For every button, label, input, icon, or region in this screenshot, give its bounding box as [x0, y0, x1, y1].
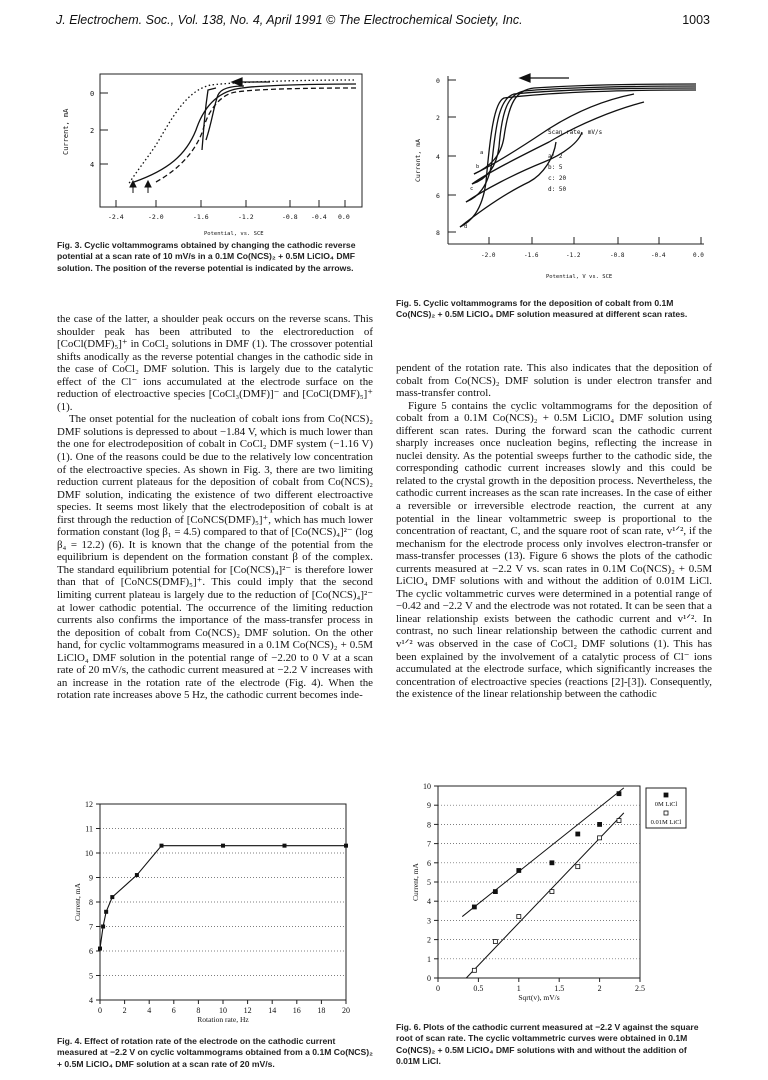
data-point	[493, 940, 497, 944]
y-tick-label: 7	[89, 922, 93, 932]
data-point	[283, 844, 287, 848]
y-tick-label: 10	[85, 849, 93, 858]
curve-label-a: a	[480, 150, 484, 156]
fig5-ytick: 8	[436, 229, 440, 237]
page-number: 1003	[682, 13, 710, 27]
fig5-xtick: -0.4	[651, 252, 666, 259]
journal-citation: J. Electrochem. Soc., Vol. 138, No. 4, April 1991 © The Electrochemical Society, Inc.	[56, 13, 523, 27]
x-tick-label: 16	[292, 1006, 301, 1015]
page-header	[56, 13, 710, 29]
paragraph: pendent of the rotation rate. This also indicates that the deposition of cobalt from Co(NCS)₂ DMF solution is under electron transfer and mass-transfer control.	[396, 362, 712, 400]
data-point	[576, 832, 580, 836]
x-tick-label: 10	[219, 1006, 227, 1015]
legend-label: 0.01M LiCl	[650, 819, 682, 826]
data-point	[517, 868, 521, 872]
fig3-xlabel: Potential, vs. SCE	[204, 231, 264, 237]
data-line	[100, 846, 346, 949]
fig5-xtick: -2.0	[481, 252, 496, 259]
data-point	[110, 895, 114, 899]
x-tick-label: 1	[516, 984, 521, 993]
fig5-xtick: 0.0	[693, 252, 704, 259]
figure-6-caption: Fig. 6. Plots of the cathodic current measured at −2.2 V against the square root of scan rate. The cyclic voltammetric curves were obtained in 0.1M Co(NCS)₂ + 0.5M LiClO₄ DMF solutions with and without the addition of 0.01M LiCl.	[396, 1022, 699, 1066]
fig3-xtick: -0.8	[282, 213, 298, 221]
data-point	[550, 861, 554, 865]
data-point	[221, 844, 225, 848]
figure-5	[404, 62, 714, 292]
legend-title: Scan rate, mV/s	[548, 129, 603, 136]
x-tick-label: 1.5	[554, 984, 565, 993]
data-point	[617, 792, 621, 796]
y-tick-label: 9	[427, 801, 431, 811]
x-tick-label: 18	[317, 1006, 326, 1015]
x-axis-label: Sqrt(v), mV/s	[518, 993, 560, 1002]
y-tick-label: 2	[427, 935, 431, 945]
y-tick-label: 4	[427, 897, 431, 907]
fig3-ytick: 0	[90, 90, 95, 98]
fig5-ytick: 0	[436, 77, 440, 85]
plot-frame	[100, 74, 362, 207]
x-tick-label: 2.5	[635, 984, 645, 993]
x-tick-label: 8	[196, 1006, 201, 1015]
fig5-arrow	[520, 74, 569, 82]
curve-label-d: d	[464, 224, 468, 230]
x-tick-label: 20	[342, 1006, 350, 1015]
x-tick-label: 14	[268, 1006, 277, 1015]
figure-4-caption: Fig. 4. Effect of rotation rate of the electrode on the cathodic current measured at −2.2 V on cyclic voltammograms obtained from a 0.1M Co(NCS)₂ + 0.5M LiClO₄ DMF solution at a scan rate of 20 mV/s.	[57, 1036, 373, 1069]
figure-6-plot	[404, 782, 714, 1012]
legend-label: 0M LiCl	[654, 801, 678, 808]
figure-3-caption: Fig. 3. Cyclic voltammograms obtained by changing the cathodic reverse potential at a scan rate of 10 mV/s in a 0.1M Co(NCS)₂ + 0.5M LiClO₄ DMF solution. The position of the reverse potential is indicated by the arrows.	[57, 240, 356, 273]
data-point	[576, 865, 580, 869]
paragraph: The onset potential for the nucleation of cobalt ions from Co(NCS)₂ DMF solutions is depressed to about −1.84 V, which is much lower than the one for electrodeposition of cobalt in CoCl₂ DMF system (−1.16 V) (1). One of the reasons could be due to the relatively low concentration of the electroactive species. As shown in Fig. 3, there are two limiting reduction current plateaus for the deposition of cobalt from Co(NCS)₂ DMF solution, indicating the existence of two different electroactive species. It seems most likely that the electrodeposition of cobalt is at first through the reduction of [CoNCS(DMF)₅]⁺, which has much lower formation constant (log β₁ = 4.5) compared to that of [Co(NCS)₄]²⁻ (log β₄ = 12.2) (6). It is known that the change of the potential from the equilibrium is dependent on the formation constant β of the complex. The standard equilibrium potential for [Co(NCS)₄]²⁻ is therefore lower than that of [CoNCS(DMF)₅]⁺. This could imply that the second limiting current plateau is largely due to the reduction of [Co(NCS)₄]²⁻ at lower cathodic potential. The occurrence of the limiting reduction currents also confirms the importance of the mass-transfer process in the deposition of cobalt from Co(NCS)₂ DMF solution. On the other hand, for cyclic voltammograms measured in a 0.1M Co(NCS)₂ + 0.5M LiClO₄ DMF solution in the potential range of −2.20 to 0 V at a scan rate of 20 mV/s, the cathodic current measured at −2.2 V increases with an increase in the rotation rate of the electrode (Fig. 4). When the rotation rate increases above 5 Hz, the cathodic current becomes inde-	[57, 413, 373, 702]
curve-label-b: b	[476, 164, 480, 170]
y-tick-label: 10	[423, 782, 431, 791]
data-point	[598, 836, 602, 840]
y-tick-label: 6	[89, 947, 93, 956]
y-tick-label: 11	[85, 824, 93, 834]
legend-item: d: 50	[548, 186, 567, 193]
legend-item: c: 20	[548, 175, 567, 182]
x-tick-label: 4	[147, 1006, 152, 1015]
x-tick-label: 0.5	[473, 984, 484, 993]
data-point	[550, 890, 554, 894]
y-tick-label: 12	[85, 800, 93, 809]
fig5-ytick: 6	[436, 192, 440, 200]
y-axis-label: Current, mA	[73, 883, 82, 921]
data-point	[101, 925, 105, 929]
data-point	[98, 947, 102, 951]
data-point	[472, 905, 476, 909]
y-tick-label: 8	[89, 898, 93, 907]
y-tick-label: 9	[89, 873, 93, 883]
y-tick-label: 5	[89, 971, 93, 981]
legend-item: b: 5	[548, 164, 563, 171]
curve-label-c: c	[470, 186, 474, 192]
body-text-right	[396, 362, 712, 701]
x-tick-label: 2	[122, 1006, 127, 1015]
reverse-arrow	[232, 78, 270, 86]
x-tick-label: 0	[436, 984, 440, 993]
figure-4	[56, 790, 376, 1030]
figure-5-plot	[404, 62, 714, 292]
y-tick-label: 6	[427, 858, 431, 868]
fig5-xtick: -0.8	[610, 252, 625, 259]
fig3-ytick: 4	[90, 161, 95, 169]
paragraph: Figure 5 contains the cyclic voltammograms for the deposition of cobalt from a 0.1M Co(NCS)₂ + 0.5M LiClO₄ DMF solution using different scan rates. During the forward scan the cathodic current sharply increases once nucleation begins, reflecting the increase in nuclei density. As the potential sweeps further to the cathodic side, the corresponding cathodic current increases slowly and this could be related to the crystal growth in the deposition process. Nevertheless, the cathodic current increases as the scan rate increases. In the case of either a reversible or irreversible electrode reaction, the current at any potential in the linear voltammetric sweep is proportional to the concentration of reactant, C, and the square root of scan rate, v¹ᐟ², if the mechanism for the electrode process only involves electron-transfer or mass-transfer processes (13). Figure 6 shows the plots of the cathodic currents measured at −2.2 V vs. scan rates in 0.1M Co(NCS)₂ + 0.5M LiClO₄ DMF solutions with and without the addition of 0.01M LiCl. The cyclic voltammetric curves were determined in a potential range of −0.42 and −2.2 V and the electrode was not rotated. It can be seen that a linear relationship exists between the cathodic current and v¹ᐟ². In contrast, no such linear relationship between the cathodic current and v¹ᐟ² was observed in the case of CoCl₂ DMF solutions (1). This has been explained by the involvement of a catalytic process of Cl⁻ ions accumulated at the electrode surface, which significantly increases the concentration of electroactive species (reactions [2]-[3]). Consequently, the existence of the linear relationship between the cathodic	[396, 399, 712, 701]
fig3-ytick: 2	[90, 127, 95, 135]
fig5-xtick: -1.6	[524, 252, 539, 259]
data-point	[104, 910, 108, 914]
y-tick-label: 1	[427, 954, 431, 964]
legend-marker	[664, 793, 668, 797]
y-tick-label: 3	[427, 916, 431, 926]
x-tick-label: 2	[597, 984, 602, 993]
figure-3	[56, 60, 374, 240]
fig5-ylabel: Current, mA	[414, 138, 422, 182]
paragraph: the case of the latter, a shoulder peak occurs on the reverse scans. This shoulder peak has been attributed to the electroreduction of [CoCl(DMF)₅]⁺ in CoCl₂ solutions in DMF (1). The crossover potential shifts anodically as the reverse potential changes in the cathodic side in the case of CoCl₂ DMF solution. This is largely due to the catalytic effect of the Cl⁻ ions accumulated at the electrode surface on the reduction of electroactive species [CoCl₃(DMF)]⁻ and [CoCl(DMF)₅]⁺ (1).	[57, 313, 373, 413]
body-text-left	[57, 313, 373, 702]
data-point	[160, 844, 164, 848]
y-tick-label: 7	[427, 839, 431, 849]
data-point	[598, 822, 602, 826]
fig5-xtick: -1.2	[566, 252, 581, 259]
data-point	[493, 890, 497, 894]
fig5-ytick: 2	[436, 114, 440, 122]
figure-4-plot	[56, 790, 376, 1030]
figure-3-plot	[56, 60, 374, 240]
x-tick-label: 12	[243, 1006, 252, 1015]
legend-marker	[664, 811, 668, 815]
x-axis-label: Rotation rate, Hz	[197, 1015, 249, 1024]
fig3-xtick: -2.4	[108, 213, 124, 221]
fig5-curves	[460, 84, 696, 227]
figure-6	[404, 782, 714, 1012]
y-tick-label: 5	[427, 878, 431, 887]
fig3-xtick: -0.4	[311, 213, 327, 221]
data-point	[517, 915, 521, 919]
fig3-xtick: -2.0	[148, 213, 164, 221]
fig5-ytick: 4	[436, 153, 440, 161]
data-point	[472, 968, 476, 972]
fig3-xtick: -1.2	[238, 213, 254, 221]
y-axis-label: Current, mA	[411, 863, 420, 901]
fig5-xlabel: Potential, V vs. SCE	[546, 274, 613, 280]
fig3-ylabel: Current, mA	[62, 108, 70, 155]
x-tick-label: 0	[98, 1006, 102, 1015]
y-tick-label: 4	[89, 996, 93, 1005]
figure-5-caption: Fig. 5. Cyclic voltammograms for the deposition of cobalt from 0.1M Co(NCS)₂ + 0.5M LiClO₄ DMF solution measured at different scan rates.	[396, 298, 688, 320]
reverse-potential-markers	[130, 181, 151, 193]
legend-item: a: 2	[548, 153, 563, 160]
y-tick-label: 8	[427, 820, 431, 830]
fig3-xtick: 0.0	[338, 213, 350, 221]
data-point	[344, 844, 348, 848]
data-point	[617, 819, 621, 823]
x-tick-label: 6	[171, 1006, 176, 1015]
y-tick-label: 0	[427, 974, 431, 983]
fig3-xtick: -1.6	[193, 213, 209, 221]
data-point	[135, 873, 139, 877]
